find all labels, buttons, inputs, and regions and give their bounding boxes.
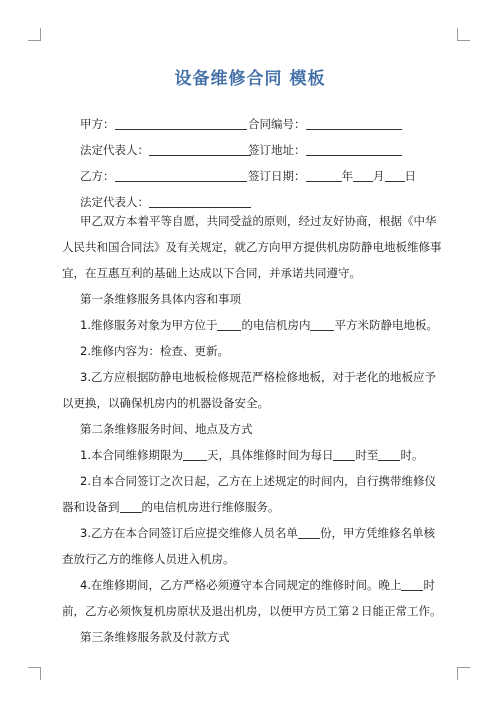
s2-item-2-text-b: 的电信机房进行维修服务。 xyxy=(141,500,280,514)
day-label: 日 xyxy=(404,169,416,183)
day-blank[interactable] xyxy=(385,169,405,182)
s2-item-4 xyxy=(62,572,442,624)
field-row-rep-a xyxy=(80,142,306,158)
s2-item-4-text-b: 时前，乙方必须恢复机房原状及退出机房，以便甲方员工第２日能正常工作。 xyxy=(62,578,442,618)
field-row-party-a xyxy=(80,116,306,132)
month-label: 月 xyxy=(373,169,385,183)
s2-item-1-text-a: 1.本合同维修期限为 xyxy=(80,448,183,462)
s2-item-2 xyxy=(62,468,442,520)
section-1-heading: 第一条维修服务具体内容和事项 xyxy=(80,292,241,306)
end-hour-blank[interactable] xyxy=(378,448,400,461)
s1-item-1-text-a: 1.维修服务对象为甲方位于 xyxy=(80,318,218,332)
section-2-heading: 第二条维修服务时间、地点及方式 xyxy=(80,422,253,436)
s2-item-3 xyxy=(62,520,442,572)
contract-no-blank[interactable] xyxy=(306,117,402,130)
party-b-blank[interactable] xyxy=(115,169,247,182)
copies-blank[interactable] xyxy=(298,526,320,539)
s2-item-1-text-b: 天，具体维修时间为每日 xyxy=(206,448,334,462)
crop-mark-top-right xyxy=(457,28,470,41)
sign-date-group xyxy=(248,168,416,184)
s1-item-3: 3.乙方应根据防静电地板检修规范严格检修地板，对于老化的地板应予以更换，以确保机房内的机器设备安全。 xyxy=(62,370,436,410)
party-b-label: 乙方： xyxy=(80,169,115,183)
s2-item-1-text-c: 时至 xyxy=(355,448,379,462)
start-hour-blank[interactable] xyxy=(333,448,355,461)
s1-item-1-text-c: 平方米防静电地板。 xyxy=(334,318,438,332)
s2-item-4-text-a: 4.在维修期间，乙方严格必须遵守本合同规定的维修时间。晚上 xyxy=(80,578,402,592)
evening-hour-blank[interactable] xyxy=(401,578,423,591)
sign-place-label: 签订地址： xyxy=(248,143,306,157)
area-blank[interactable] xyxy=(310,318,334,331)
s1-item-1 xyxy=(62,312,442,338)
s2-item-3-text-a: 3.乙方在本合同签订后应提交维修人员名单 xyxy=(80,526,298,540)
crop-mark-bottom-left xyxy=(28,667,41,680)
s1-item-2: 2.维修内容为：检查、更新。 xyxy=(80,344,229,358)
party-a-label: 甲方： xyxy=(80,117,115,131)
s2-item-2-text-a: 2.自本合同签订之次日起，乙方在上述规定的时间内，自行携带维修仪器和设备到 xyxy=(62,474,436,514)
intro-paragraph: 甲乙双方本着平等自愿，共同受益的原则，经过友好协商，根据《中华人民共和国合同法》及有关规定，就乙方向甲方提供机房防静电地板维修事宜，在互惠互利的基础上达成以下合同，并承诺共同遵守。 xyxy=(62,214,442,280)
crop-mark-bottom-right xyxy=(457,667,470,680)
party-a-blank[interactable] xyxy=(115,117,247,130)
document-title: 设备维修合同 模板 xyxy=(174,69,326,89)
days-blank[interactable] xyxy=(183,448,207,461)
section-3-heading: 第三条维修服务款及付款方式 xyxy=(80,630,230,644)
rep-b-blank[interactable] xyxy=(149,195,251,208)
crop-mark-top-left xyxy=(28,28,41,41)
location-blank[interactable] xyxy=(217,318,241,331)
s2-item-1-text-d: 时。 xyxy=(400,448,424,462)
rep-b-label: 法定代表人： xyxy=(80,195,149,209)
contract-body xyxy=(62,208,442,650)
rep-a-blank[interactable] xyxy=(149,143,251,156)
site-blank[interactable] xyxy=(120,500,142,513)
field-row-party-b xyxy=(80,168,416,184)
sign-date-label: 签订日期： xyxy=(248,169,306,183)
sign-place-blank[interactable] xyxy=(306,143,402,156)
s2-item-3-text-b: 份，甲方凭维修名单核查放行乙方的维修人员进入机房。 xyxy=(62,526,435,566)
year-label: 年 xyxy=(341,169,353,183)
year-blank[interactable] xyxy=(306,169,342,182)
contract-no-group xyxy=(248,116,402,132)
month-blank[interactable] xyxy=(353,169,373,182)
s2-item-1 xyxy=(62,442,442,468)
sign-place-group xyxy=(248,142,402,158)
rep-a-label: 法定代表人： xyxy=(80,143,149,157)
contract-no-label: 合同编号： xyxy=(248,117,306,131)
s1-item-1-text-b: 的电信机房内 xyxy=(241,318,311,332)
